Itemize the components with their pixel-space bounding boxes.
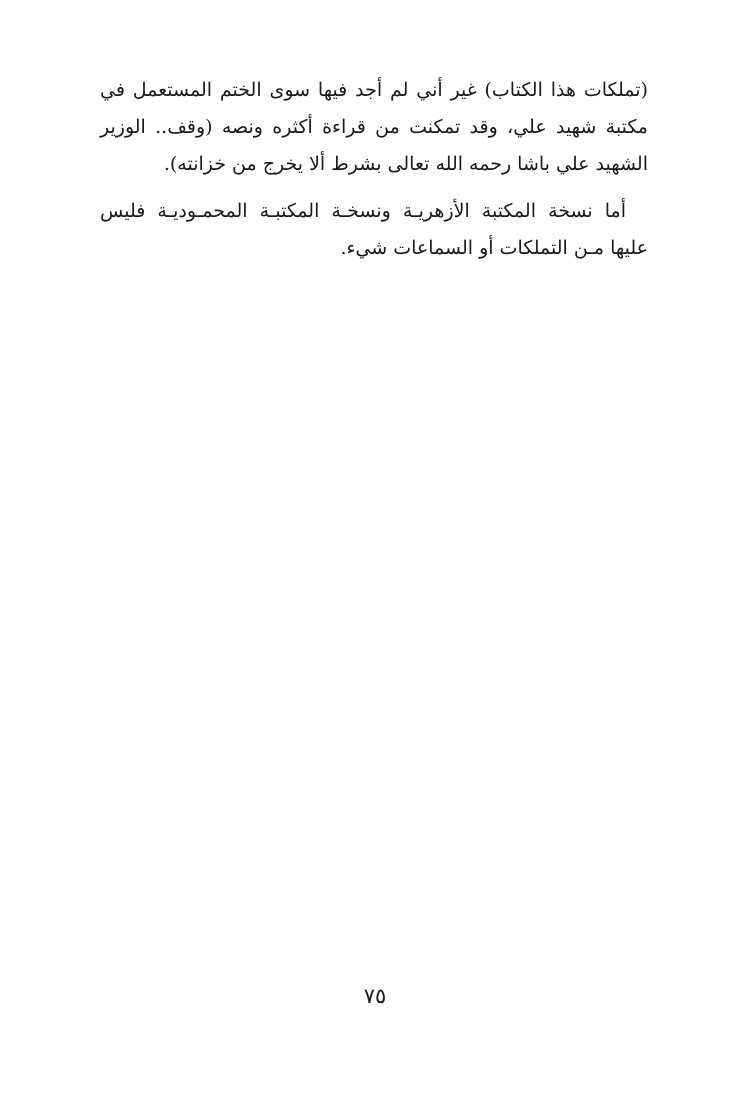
body-text <box>100 72 648 267</box>
paragraph-other-copies: أما نسخة المكتبة الأزهريـة ونسخـة المكتبـة المحمـوديـة فليس عليها مـن التملكات أو السماعات شيء. <box>100 200 648 259</box>
page-number: ٧٥ <box>363 984 387 1008</box>
paragraph-ownership-seal: (تملكات هذا الكتاب) غير أني لم أجد فيها سوى الختم المستعمل في مكتبة شهيد علي، وقد تمكنت من قراءة أكثره ونصه (وقف.. الوزير الشهيد علي باشا رحمه الله تعالى بشرط ألا يخرج من خزانته). <box>100 79 648 175</box>
